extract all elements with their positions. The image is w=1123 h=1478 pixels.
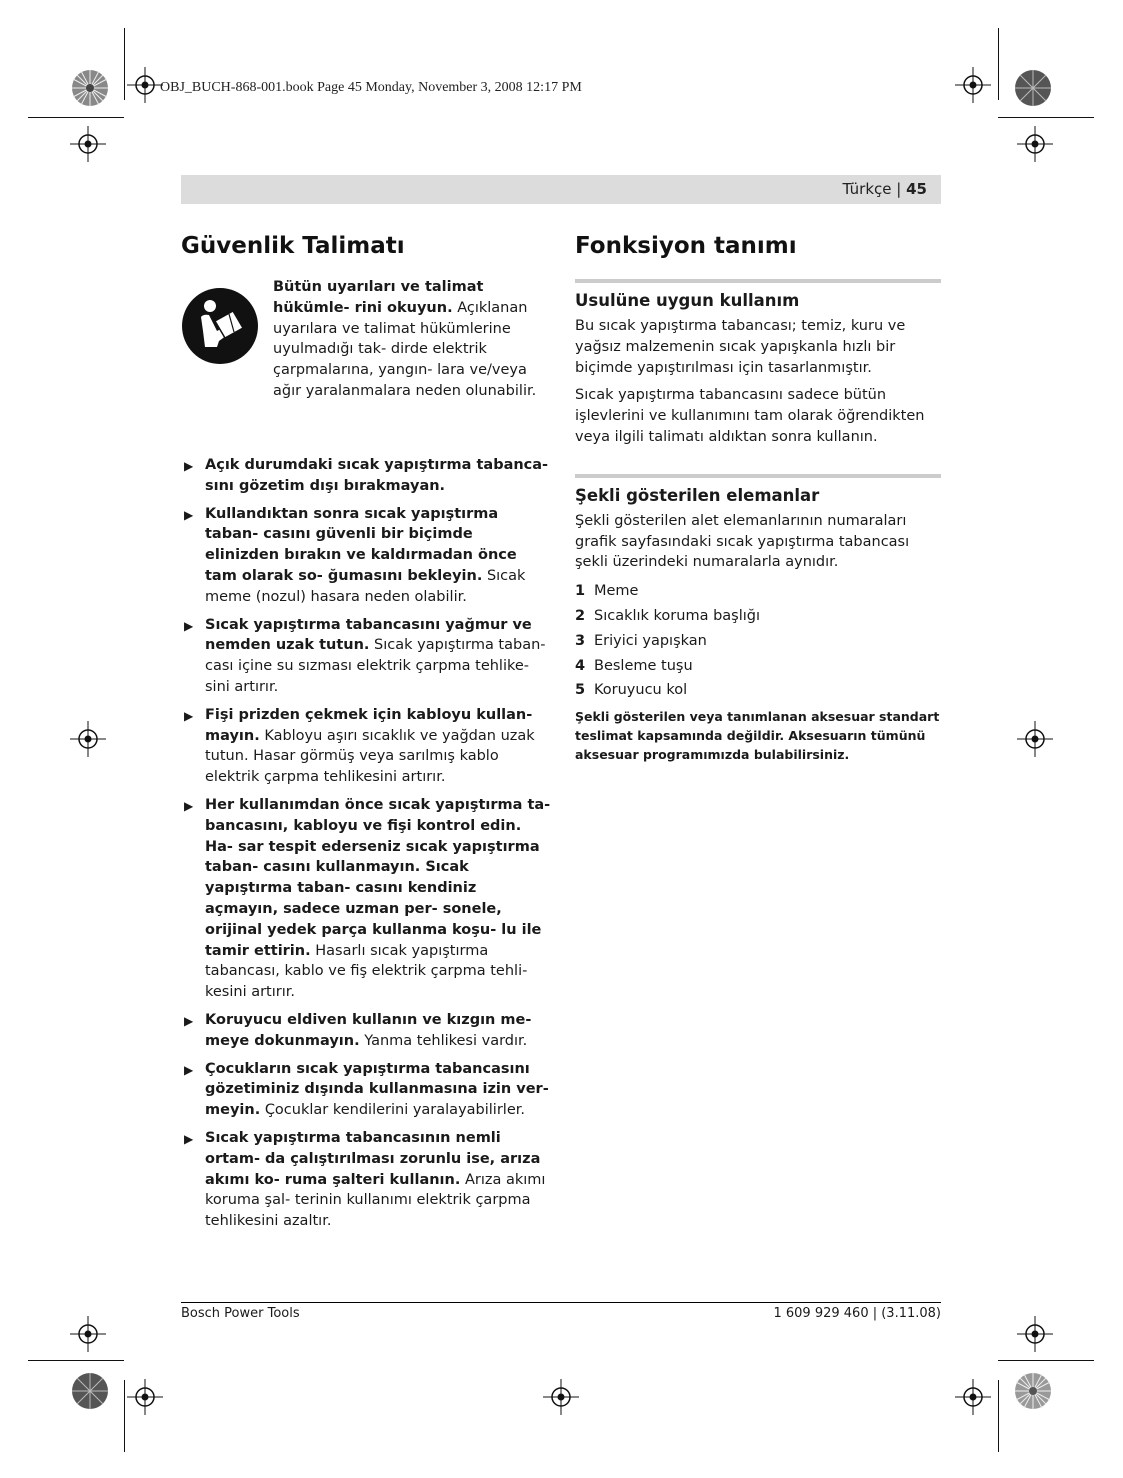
list-item: [181, 1059, 551, 1121]
item-label: Eriyici yapışkan: [594, 632, 707, 649]
footer-divider: [181, 1302, 941, 1303]
triangle-bullet-icon: ▶: [184, 1062, 194, 1077]
accessory-note: Şekli gösterilen veya tanımlanan aksesuar standart teslimat kapsamında değildir. Aksesuarın tümünü aksesuar programımızda bulabilirsiniz.: [575, 709, 940, 763]
item-label: Meme: [594, 583, 639, 600]
list-item: [575, 656, 941, 677]
color-wheel-icon: [71, 69, 109, 107]
item-bold: Her kullanımdan önce sıcak yapıştırma ta- bancasını, kabloyu ve fişi kontrol edin. Ha- sar tespit ederseniz sıcak yapıştırma taban- casını kullanmayın. Sıcak yapıştırma taban- casını kendiniz açmayın, sadece uzman per- sonele, orijinal yedek parça kullanma koşu- lu ile tamir ettirin.: [205, 796, 551, 959]
list-item: [575, 581, 941, 602]
registration-mark-icon: [127, 67, 163, 103]
safety-list: [181, 455, 551, 1232]
section-title-function: Fonksiyon tanımı: [575, 233, 797, 259]
read-manual-icon: [181, 287, 259, 365]
list-item: [575, 680, 941, 701]
footer-brand: Bosch Power Tools: [181, 1306, 300, 1321]
item-text: Kabloyu aşırı sıcaklık ve yağdan uzak tutun. Hasar görmüş veya sarılmış kablo elektrik çarpma tehlikesini artırır.: [205, 727, 535, 786]
item-text: Hasarlı sıcak yapıştırma tabancası, kablo ve fiş elektrik çarpma tehli- kesini artırır.: [205, 942, 528, 1001]
triangle-bullet-icon: ▶: [184, 618, 194, 633]
list-item: [575, 606, 941, 627]
intro-bold: Bütün uyarıları ve talimat hükümle- rini okuyun.: [273, 279, 484, 316]
triangle-bullet-icon: ▶: [184, 1013, 194, 1028]
header-language: Türkçe: [842, 180, 892, 198]
item-bold: Fişi prizden çekmek için kabloyu kullan- mayın.: [205, 706, 533, 744]
item-bold: Kullandıktan sonra sıcak yapıştırma taban- casını güvenli bir biçimde elinizden bırakın ve kaldırmadan önce tam olarak so- ğumasını bekleyin.: [205, 505, 517, 584]
components-paragraph: Şekli gösterilen alet elemanlarının numaraları grafik sayfasındaki sıcak yapıştırma tabancası şekli üzerindeki numaralarla aynıdır.: [575, 512, 910, 571]
registration-mark-icon: [955, 67, 991, 103]
list-item: [575, 631, 941, 652]
registration-mark-icon: [70, 1316, 106, 1352]
triangle-bullet-icon: ▶: [184, 1131, 194, 1146]
section-divider: [575, 279, 941, 283]
list-item: [181, 795, 551, 1003]
triangle-bullet-icon: ▶: [184, 798, 194, 813]
list-item: [181, 504, 551, 608]
intro-body: Açıklanan uyarılara ve talimat hükümlerine uyulmadığı tak- dirde elektrik çarpmalarına, yangın- lara ve/veya ağır yaralanmalara neden olunabilir.: [273, 299, 537, 399]
triangle-bullet-icon: ▶: [184, 459, 194, 473]
color-wheel-icon: [1014, 69, 1052, 107]
item-bold: Sıcak yapıştırma tabancasını yağmur ve nemden uzak tutun.: [205, 616, 532, 654]
right-column: [575, 233, 941, 764]
registration-mark-icon: [543, 1379, 579, 1415]
header-separator: |: [896, 180, 902, 198]
registration-mark-icon: [70, 721, 106, 757]
item-number: 5: [575, 682, 586, 699]
item-number: 2: [575, 607, 586, 624]
section-title-safety: Güvenlik Talimatı: [181, 233, 405, 259]
intro-text: [273, 277, 549, 402]
list-item: [181, 705, 551, 788]
list-item: [181, 1010, 551, 1052]
item-bold: Çocukların sıcak yapıştırma tabancasını gözetiminiz dışında kullanmasına izin ver- meyin.: [205, 1060, 549, 1119]
registration-mark-icon: [1017, 1316, 1053, 1352]
registration-mark-icon: [1017, 126, 1053, 162]
heading-intended-use: Usulüne uygun kullanım: [575, 291, 800, 310]
triangle-bullet-icon: ▶: [184, 507, 194, 522]
section-divider: [575, 474, 941, 478]
item-number: 3: [575, 632, 586, 649]
item-bold: Koruyucu eldiven kullanın ve kızgın me- meye dokunmayın.: [205, 1011, 532, 1049]
list-item: [181, 615, 551, 698]
left-column: [181, 233, 551, 1239]
item-text: Yanma tehlikesi vardır.: [364, 1032, 528, 1049]
item-text: Arıza akımı koruma şal- terinin kullanımı elektrik çarpma tehlikesini azaltır.: [205, 1171, 546, 1230]
registration-mark-icon: [70, 126, 106, 162]
components-list: [575, 581, 941, 701]
registration-mark-icon: [127, 1379, 163, 1415]
color-wheel-icon: [1014, 1372, 1052, 1410]
item-number: 1: [575, 583, 586, 600]
color-wheel-icon: [71, 1372, 109, 1410]
list-item: [181, 455, 551, 497]
registration-mark-icon: [1017, 721, 1053, 757]
page-number: 45: [906, 180, 927, 198]
item-text: Sıcak meme (nozul) hasara neden olabilir.: [205, 567, 526, 605]
item-number: 4: [575, 657, 586, 674]
page-header: [181, 175, 941, 204]
intended-use-paragraph: Bu sıcak yapıştırma tabancası; temiz, kuru ve yağsız malzemenin sıcak yapışkanla hızlı bir biçimde yapıştırılması için tasarlanmıştır.: [575, 318, 906, 376]
intro-block: [181, 277, 551, 447]
item-bold: Açık durumdaki sıcak yapıştırma tabanca- sını gözetim dışı bırakmayan.: [205, 457, 549, 494]
item-text: Sıcak yapıştırma taban- cası içine su sızması elektrik çarpma tehlike- sini artırır.: [205, 637, 546, 695]
intended-use-paragraph: Sıcak yapıştırma tabancasını sadece bütün işlevlerini ve kullanımını tam olarak öğrendikten veya ilgili talimatı aldıktan sonra kullanın.: [575, 387, 925, 445]
item-text: Çocuklar kendilerini yaralayabilirler.: [264, 1102, 525, 1119]
footer-doc-number: 1 609 929 460 | (3.11.08): [773, 1306, 941, 1321]
registration-mark-icon: [955, 1379, 991, 1415]
print-mark: OBJ_BUCH-868-001.book Page 45 Monday, November 3, 2008 12:17 PM: [160, 80, 582, 95]
item-label: Sıcaklık koruma başlığı: [594, 607, 761, 624]
heading-components: Şekli gösterilen elemanlar: [575, 485, 820, 505]
list-item: [181, 1128, 551, 1232]
item-label: Besleme tuşu: [594, 657, 693, 674]
item-label: Koruyucu kol: [594, 682, 688, 699]
item-bold: Sıcak yapıştırma tabancasının nemli ortam- da çalıştırılması zorunlu ise, arıza akımı ko- ruma şalteri kullanın.: [205, 1129, 541, 1188]
triangle-bullet-icon: ▶: [184, 708, 194, 723]
